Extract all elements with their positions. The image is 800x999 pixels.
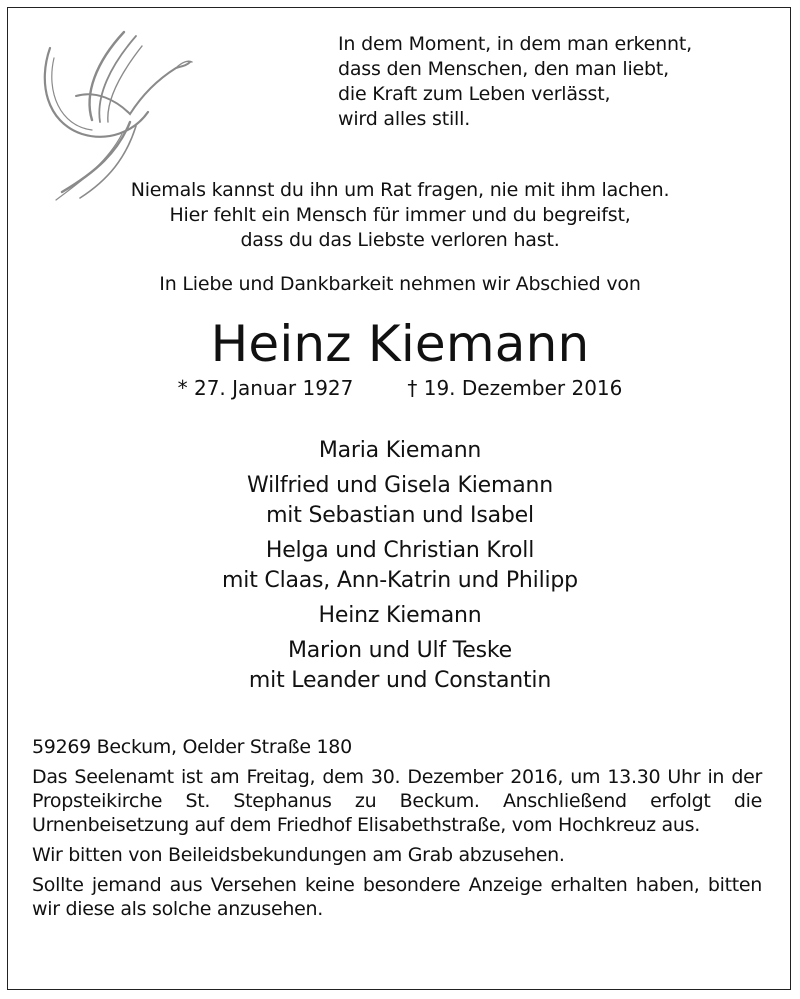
- mourner-line: mit Leander und Constantin: [248, 668, 552, 693]
- address: 59269 Beckum, Oelder Straße 180: [32, 736, 352, 758]
- mourner-line: mit Claas, Ann-Katrin und Philipp: [222, 568, 578, 593]
- deceased-name: Heinz Kiemann: [210, 315, 590, 373]
- mourner-group: [0, 471, 800, 531]
- mourner-line: Heinz Kiemann: [318, 603, 482, 628]
- mourner-line: mit Sebastian und Isabel: [266, 503, 534, 528]
- poem-main-line: Hier fehlt ein Mensch für immer und du begreifst,: [169, 204, 631, 226]
- birth-date: * 27. Januar 1927: [177, 376, 354, 400]
- mourner-group: [0, 636, 800, 696]
- condolence-request: Wir bitten von Beileidsbekundungen am Grab abzusehen.: [32, 844, 565, 866]
- farewell-line: In Liebe und Dankbarkeit nehmen wir Abschied von: [159, 273, 641, 295]
- poem-intro-line: In dem Moment, in dem man erkennt,: [338, 33, 692, 55]
- life-dates: [0, 375, 800, 401]
- poem-intro-line: wird alles still.: [338, 108, 471, 130]
- poem-main-line: Niemals kannst du ihn um Rat fragen, nie mit ihm lachen.: [130, 179, 670, 201]
- mourner-line: Marion und Ulf Teske: [287, 638, 512, 663]
- mourner-line: Wilfried und Gisela Kiemann: [247, 473, 553, 498]
- poem-intro-line: dass den Menschen, den man liebt,: [338, 58, 669, 80]
- mourners-list: [0, 436, 800, 701]
- mourner-group: [0, 601, 800, 631]
- poem-main: [0, 178, 800, 253]
- poem-main-line: dass du das Liebste verloren hast.: [240, 229, 560, 251]
- notice-text: Sollte jemand aus Versehen keine besondere Anzeige erhalten haben, bitten wir diese als solche anzusehen.: [32, 874, 762, 920]
- mourner-line: Helga und Christian Kroll: [265, 538, 535, 563]
- poem-intro: [338, 32, 692, 132]
- mourner-group: [0, 536, 800, 596]
- service-details: Das Seelenamt ist am Freitag, dem 30. Dezember 2016, um 13.30 Uhr in der Propsteikirche St. Stephanus zu Beckum. Anschließend erfolgt die Urnenbeisetzung auf dem Friedhof Elisabethstraße, vom Hochkreuz aus.: [32, 766, 762, 836]
- mourner-line: Maria Kiemann: [318, 438, 482, 463]
- poem-intro-line: die Kraft zum Leben verlässt,: [338, 83, 611, 105]
- service-info: [32, 735, 762, 927]
- mourner-group: [0, 436, 800, 466]
- death-date: † 19. Dezember 2016: [407, 376, 623, 400]
